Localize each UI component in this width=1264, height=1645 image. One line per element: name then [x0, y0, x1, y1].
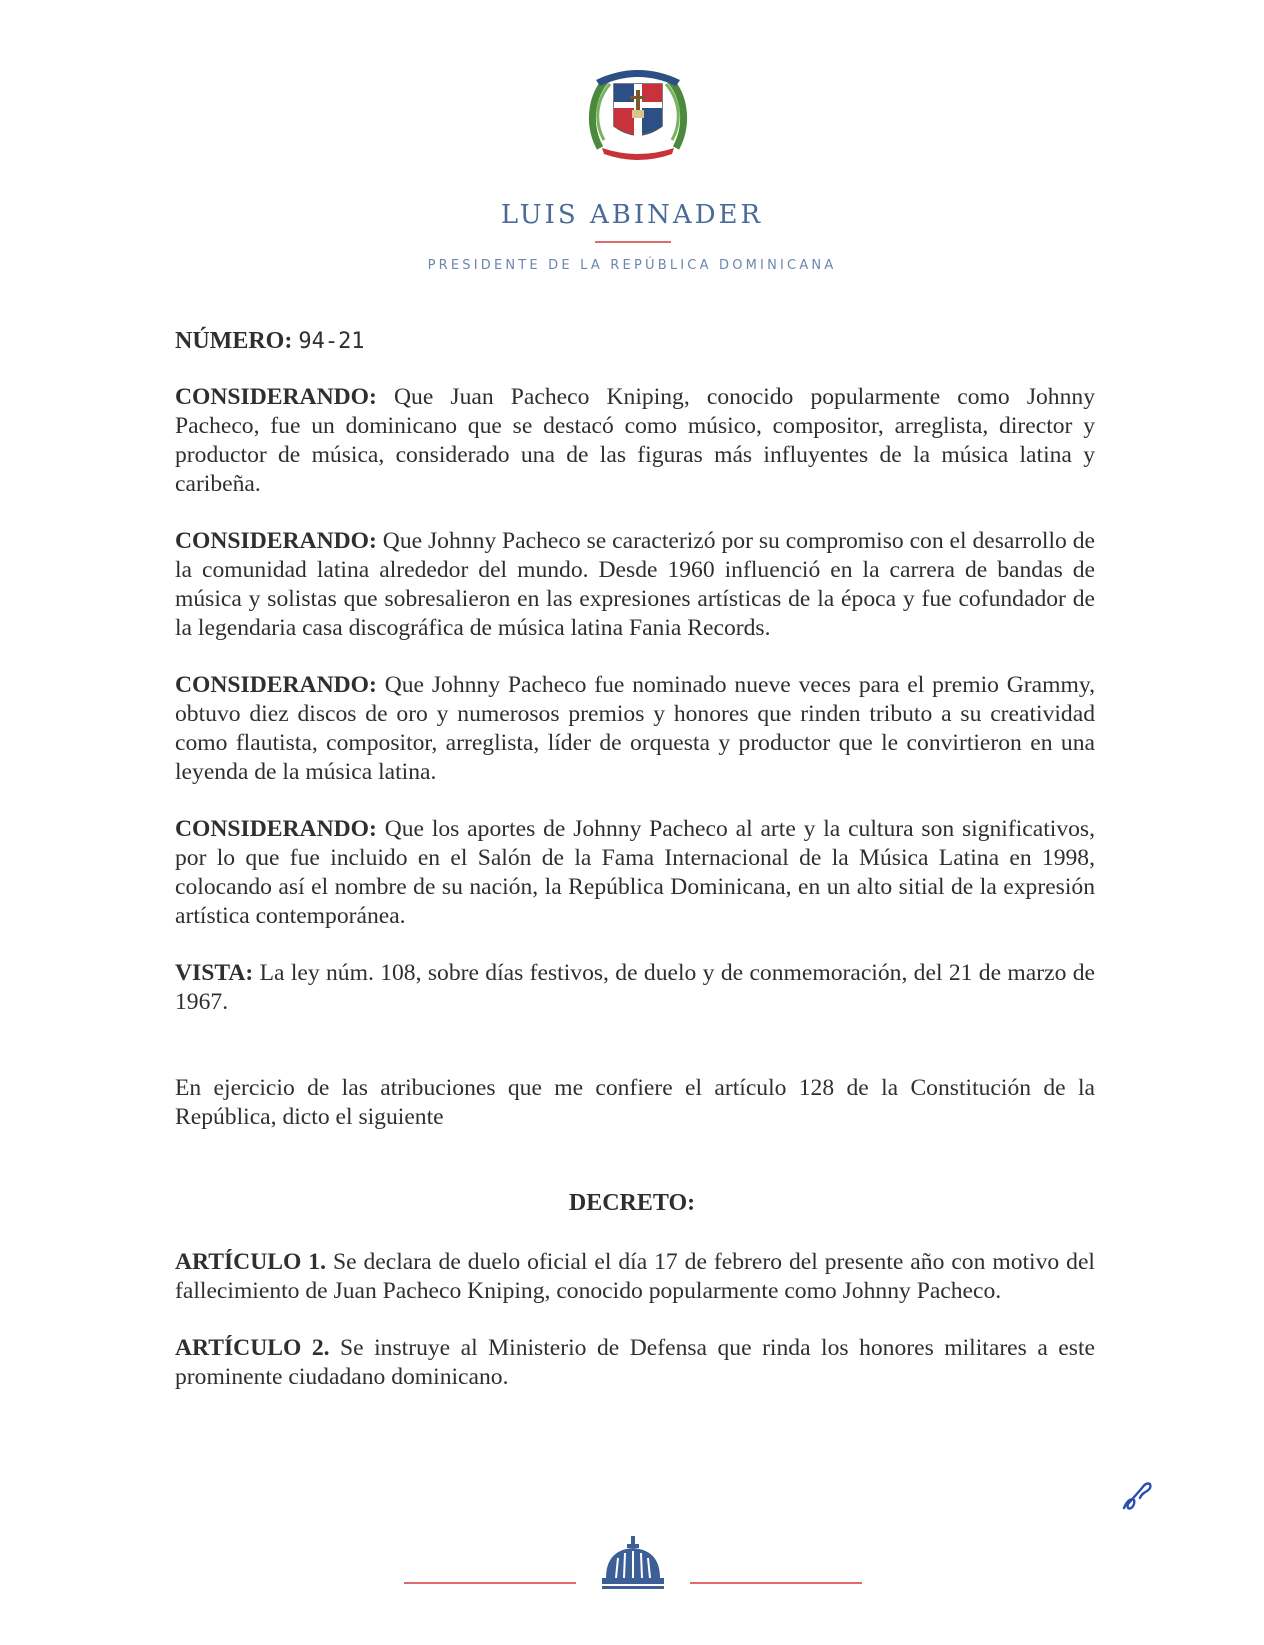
considerando-label: CONSIDERANDO:: [175, 384, 377, 410]
ejercicio-paragraph: En ejercicio de las atribuciones que me confiere el artículo 128 de la Constitución de la República, dicto el siguiente: [175, 1075, 1095, 1130]
considerando-text: Que Juan Pacheco Kniping, conocido popularmente como Johnny Pacheco, fue un dominicano que se destacó como músico, compositor, arreglista, director y productor de música, considerado una de las figuras más influyentes de la música latina y caribeña.: [175, 384, 1095, 497]
handwritten-initial-icon: [1120, 1478, 1156, 1514]
articulo-label: ARTÍCULO 2.: [175, 1335, 330, 1361]
vista: [175, 959, 1095, 1017]
articulo-1: [175, 1248, 1095, 1306]
considerando-label: CONSIDERANDO:: [175, 816, 377, 842]
articulo-label: ARTÍCULO 1.: [175, 1249, 326, 1275]
header-divider: [595, 241, 671, 243]
considerando-text: Que Johnny Pacheco se caracterizó por su compromiso con el desarrollo de la comunidad latina alrededor del mundo. Desde 1960 influenció en la carrera de bandas de música y solistas que sobresalieron en las expresiones artísticas de la época y fue cofundador de la legendaria casa discográfica de música latina Fania Records.: [175, 528, 1095, 641]
decree-number: [175, 328, 365, 355]
national-palace-dome-icon: [600, 1534, 666, 1594]
president-title: PRESIDENTE DE LA REPÚBLICA DOMINICANA: [427, 258, 837, 273]
coat-of-arms-icon: [582, 56, 694, 164]
considerando-label: CONSIDERANDO:: [175, 528, 377, 554]
footer-right-rule: [690, 1582, 862, 1584]
considerando-4: [175, 815, 1095, 931]
considerando-3: [175, 671, 1095, 787]
vista-text: La ley núm. 108, sobre días festivos, de duelo y de conmemoración, del 21 de marzo de 1967.: [175, 960, 1095, 1015]
decree-number-label: NÚMERO:: [175, 328, 293, 354]
decreto-title: DECRETO:: [568, 1190, 696, 1216]
articulo-text: Se instruye al Ministerio de Defensa que rinda los honores militares a este prominente ciudadano dominicano.: [175, 1335, 1095, 1390]
considerando-text: Que Johnny Pacheco fue nominado nueve veces para el premio Grammy, obtuvo diez discos de oro y numerosos premios y honores que rinden tributo a su creatividad como flautista, compositor, arreglista, líder de orquesta y productor que le convirtieron en una leyenda de la música latina.: [175, 672, 1095, 785]
president-name: LUIS ABINADER: [500, 200, 764, 230]
considerando-text: Que los aportes de Johnny Pacheco al arte y la cultura son significativos, por lo que fue incluido en el Salón de la Fama Internacional de la Música Latina en 1998, colocando así el nombre de su nación, la República Dominicana, en un alto sitial de la expresión artística contemporánea.: [175, 816, 1095, 929]
footer-left-rule: [404, 1582, 576, 1584]
considerando-2: [175, 527, 1095, 643]
articulo-text: Se declara de duelo oficial el día 17 de febrero del presente año con motivo del fallecimiento de Juan Pacheco Kniping, conocido popularmente como Johnny Pacheco.: [175, 1249, 1095, 1304]
considerando-label: CONSIDERANDO:: [175, 672, 377, 698]
decree-number-value: 94-21: [298, 329, 365, 354]
considerando-1: [175, 383, 1095, 499]
articulo-2: [175, 1334, 1095, 1392]
vista-label: VISTA:: [175, 960, 254, 986]
